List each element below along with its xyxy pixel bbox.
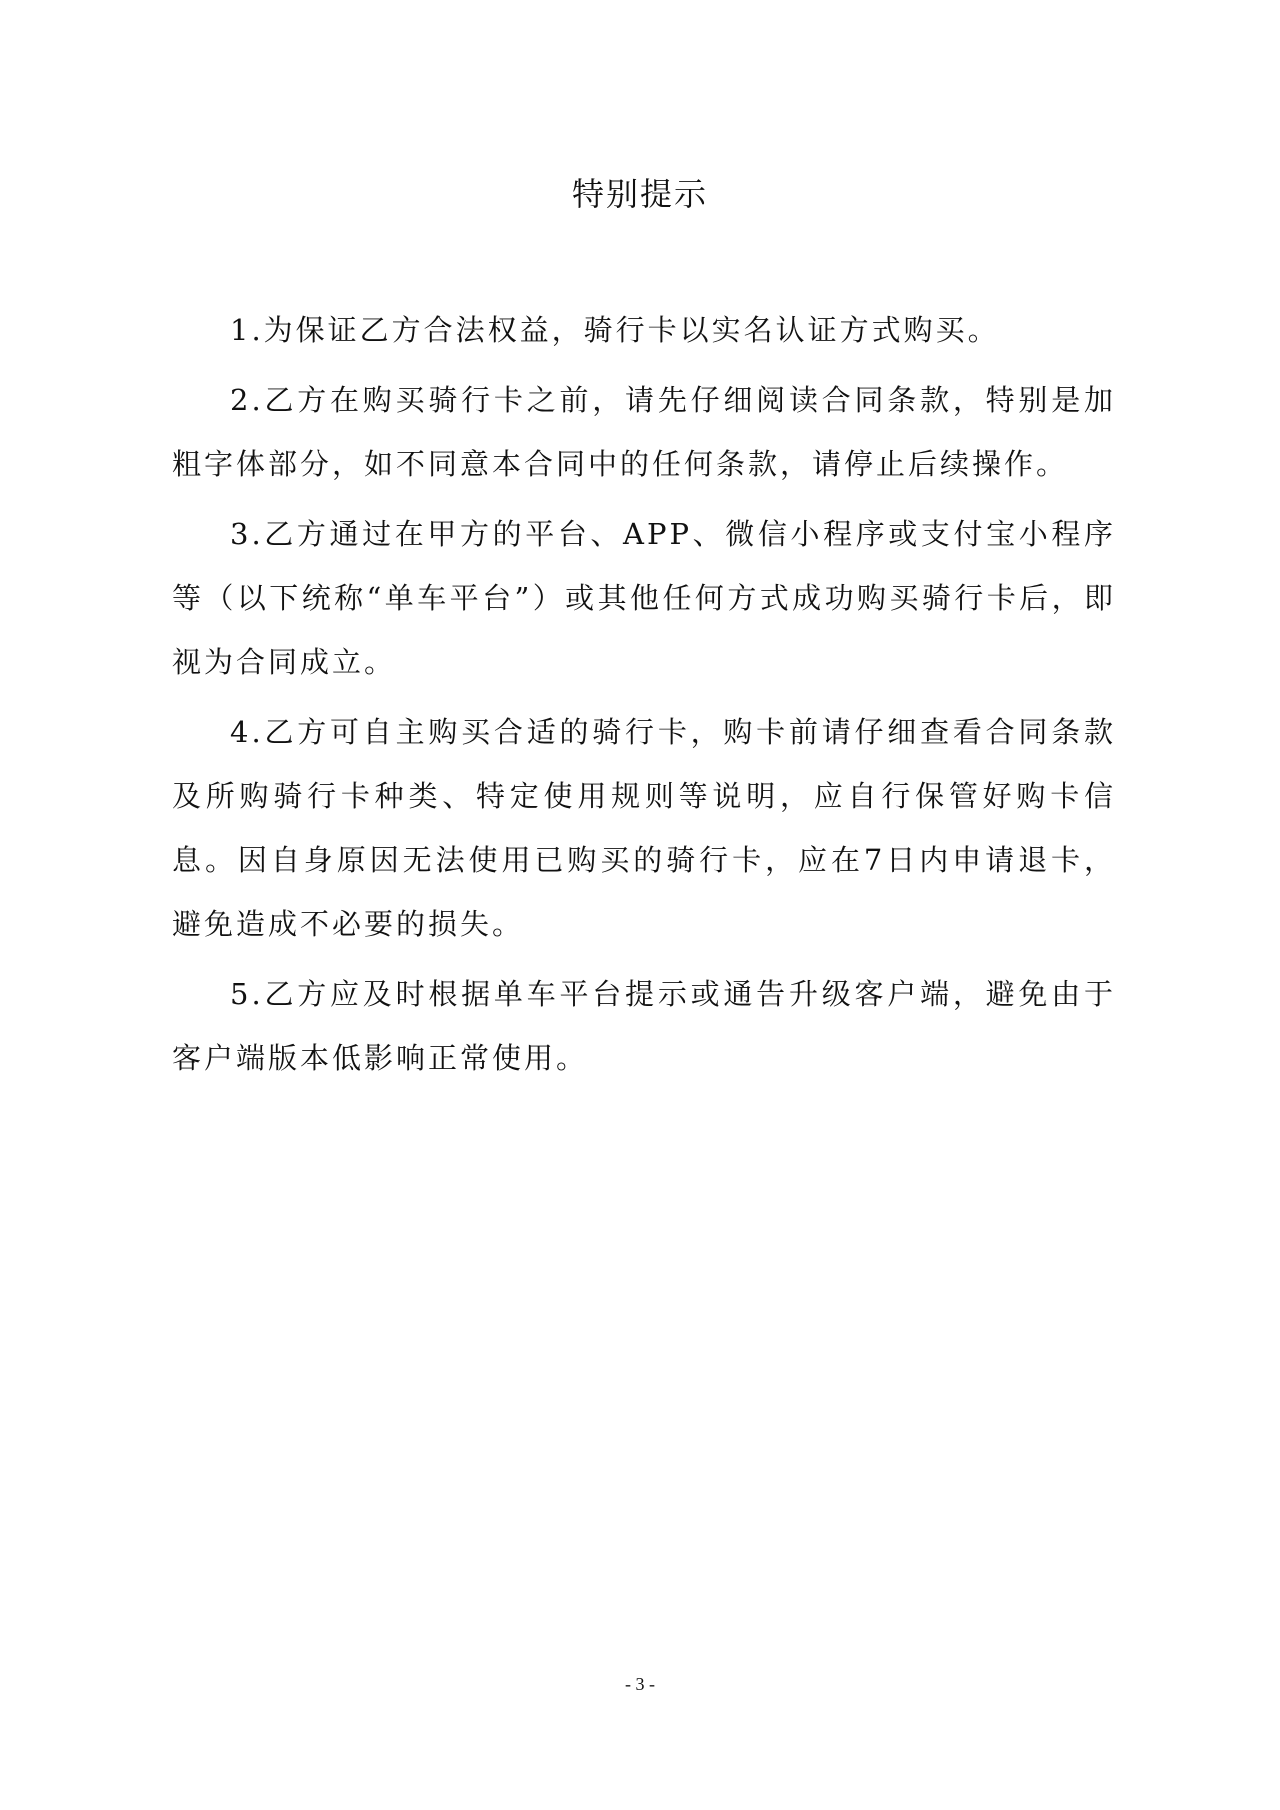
page-title: 特别提示: [571, 175, 708, 213]
notice-body: [172, 298, 1116, 1096]
notice-item-5: 5.乙方应及时根据单车平台提示或通告升级客户端，避免由于客户端版本低影响正常使用。: [172, 977, 1116, 1075]
page-number: - 3 -: [625, 1674, 655, 1694]
notice-item-3: 3.乙方通过在甲方的平台、APP、微信小程序或支付宝小程序等（以下统称“单车平台”）或其他任何方式成功购买骑行卡后，即视为合同成立。: [172, 517, 1116, 679]
notice-item-1: 1.为保证乙方合法权益，骑行卡以实名认证方式购买。: [230, 313, 1000, 347]
notice-item-2: 2.乙方在购买骑行卡之前，请先仔细阅读合同条款，特别是加粗字体部分，如不同意本合同中的任何条款，请停止后续操作。: [172, 383, 1116, 481]
notice-item-4: 4.乙方可自主购买合适的骑行卡，购卡前请仔细查看合同条款及所购骑行卡种类、特定使用规则等说明，应自行保管好购卡信息。因自身原因无法使用已购买的骑行卡，应在7日内申请退卡，避免造成不必要的损失。: [172, 715, 1116, 941]
